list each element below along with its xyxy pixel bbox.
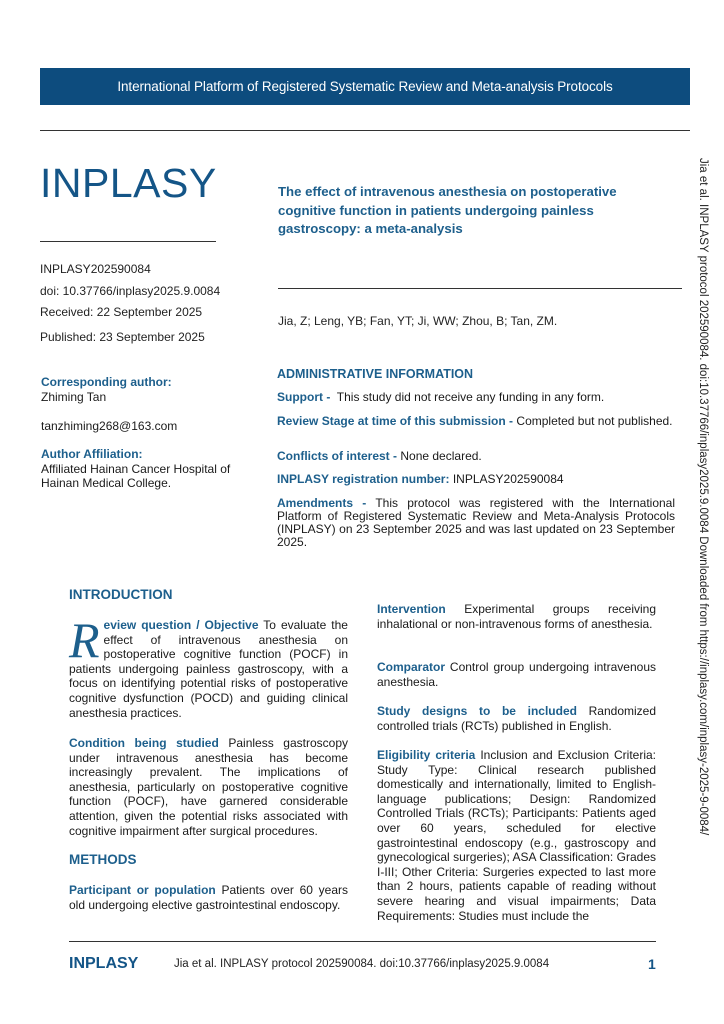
admin-heading bbox=[277, 368, 675, 381]
designs-label: Study designs to be included bbox=[377, 704, 577, 718]
top-divider bbox=[40, 130, 690, 131]
reg-label: INPLASY registration number: bbox=[277, 472, 450, 486]
affiliation-label: Author Affiliation: bbox=[41, 447, 143, 461]
eligibility-text: Inclusion and Exclusion Criteria: Study Type: Clinical research published domestically and internationally, limited to English-language publications; Design: Randomized Controlled Trials (RCTs); Participants: Patients aged over 60 years, scheduled for elective gastrointestinal endoscopy (e.g., gastroscopy and gynecological surgeries); ASA Classification: Grades I-III; Other Criteria: Surgeries expected to last more than 2 hours, patients capable of reading without severe hearing and visual impairments; Data Requirements: Studies must include the bbox=[377, 748, 656, 923]
corresponding-label: Corresponding author: bbox=[41, 375, 172, 389]
review-label: eview question / Objective bbox=[103, 618, 259, 632]
comparator-text: Control group undergoing intravenous anesthesia. bbox=[377, 660, 657, 689]
conflicts-text: None declared. bbox=[400, 449, 482, 463]
affiliation-text: Affiliated Hainan Cancer Hospital of Hainan Medical College. bbox=[41, 461, 231, 490]
participants bbox=[69, 883, 348, 912]
paper-title: The effect of intravenous anesthesia on postoperative cognitive function in patients undergoing painless gastroscopy: a meta-analysis bbox=[278, 184, 617, 236]
eligibility-criteria bbox=[377, 748, 656, 924]
corresponding-author bbox=[41, 375, 172, 404]
intervention bbox=[377, 602, 656, 631]
methods-heading: METHODS bbox=[69, 852, 137, 867]
registration-id: INPLASY202590084 bbox=[40, 262, 151, 276]
received-date: Received: 22 September 2025 bbox=[40, 305, 203, 319]
page-number: 1 bbox=[648, 956, 656, 972]
logo-divider bbox=[40, 241, 216, 242]
designs-text: Randomized controlled trials (RCTs) published in English. bbox=[377, 704, 656, 733]
participant-label: Participant or population bbox=[69, 883, 216, 897]
published-date: Published: 23 September 2025 bbox=[40, 330, 205, 344]
admin-conflicts bbox=[277, 450, 675, 463]
author-affiliation bbox=[41, 447, 241, 491]
review-text: To evaluate the effect of intravenous anesthesia on postoperative cognitive function (POCF) in patients undergoing painless gastroscopy, with a focus on identifying potential risks of postoperative cognitive dysfunction (POCD) and guiding clinical anesthesia practices. bbox=[69, 618, 348, 720]
intervention-label: Intervention bbox=[377, 602, 446, 616]
participant-text: Patients over 60 years old undergoing elective gastrointestinal endoscopy. bbox=[69, 883, 348, 912]
title-divider bbox=[278, 288, 682, 289]
inplasy-logo: INPLASY bbox=[40, 160, 217, 206]
eligibility-label: Eligibility criteria bbox=[377, 748, 476, 762]
admin-heading-text: ADMINISTRATIVE INFORMATION bbox=[277, 367, 474, 381]
amend-text: This protocol was registered with the International Platform of Registered Systematic Review and Meta-Analysis Protocols (INPLASY) on 23 September 2025 and was last updated on 23 September 2025. bbox=[277, 496, 676, 549]
doi[interactable]: doi: 10.37766/inplasy2025.9.0084 bbox=[40, 284, 221, 298]
support-label: Support - bbox=[277, 390, 331, 404]
corresponding-name: Zhiming Tan bbox=[41, 389, 107, 404]
stage-text: Completed but not published. bbox=[516, 414, 673, 428]
condition-studied bbox=[69, 736, 348, 838]
comparator bbox=[377, 660, 656, 689]
corresponding-email[interactable]: tanzhiming268@163.com bbox=[41, 419, 178, 433]
admin-amendments bbox=[277, 497, 675, 549]
stage-label: Review Stage at time of this submission - bbox=[277, 414, 514, 428]
conflicts-label: Conflicts of interest - bbox=[277, 449, 398, 463]
condition-text: Painless gastroscopy under intravenous anesthesia has become increasingly prevalent. The implications of anesthesia, particularly on postoperative cognitive function (POCF), have garnered considerable attention, given the potential risks associated with cognitive impairment after surgical procedures. bbox=[69, 736, 348, 838]
footer-divider bbox=[69, 941, 656, 942]
admin-support bbox=[277, 391, 675, 404]
footer-logo: INPLASY bbox=[69, 955, 139, 972]
comparator-label: Comparator bbox=[377, 660, 446, 674]
header-banner bbox=[40, 68, 690, 105]
banner-text: International Platform of Registered Systematic Review and Meta-analysis Protocols bbox=[117, 79, 613, 94]
reg-text: INPLASY202590084 bbox=[452, 472, 564, 486]
authors: Jia, Z; Leng, YB; Fan, YT; Ji, WW; Zhou, B; Tan, ZM. bbox=[278, 314, 558, 328]
review-question bbox=[69, 612, 348, 720]
dropcap: R bbox=[69, 612, 100, 668]
intervention-text: Experimental groups receiving inhalational or non-intravenous forms of anesthesia. bbox=[377, 602, 656, 631]
study-designs bbox=[377, 704, 656, 733]
footer-citation: Jia et al. INPLASY protocol 202590084. doi:10.37766/inplasy2025.9.0084 bbox=[174, 958, 550, 970]
introduction-heading: INTRODUCTION bbox=[69, 587, 173, 602]
support-text: This study did not receive any funding in any form. bbox=[336, 390, 605, 404]
side-download-note: Jia et al. INPLASY protocol 202590084. doi:10.37766/inplasy2025.9.0084 Downloaded from https://inplasy.com/inplasy-2025-9-0084/ bbox=[697, 158, 709, 836]
admin-registration bbox=[277, 473, 675, 486]
condition-label: Condition being studied bbox=[69, 736, 219, 750]
amend-label: Amendments - bbox=[277, 496, 367, 510]
admin-stage bbox=[277, 415, 675, 428]
